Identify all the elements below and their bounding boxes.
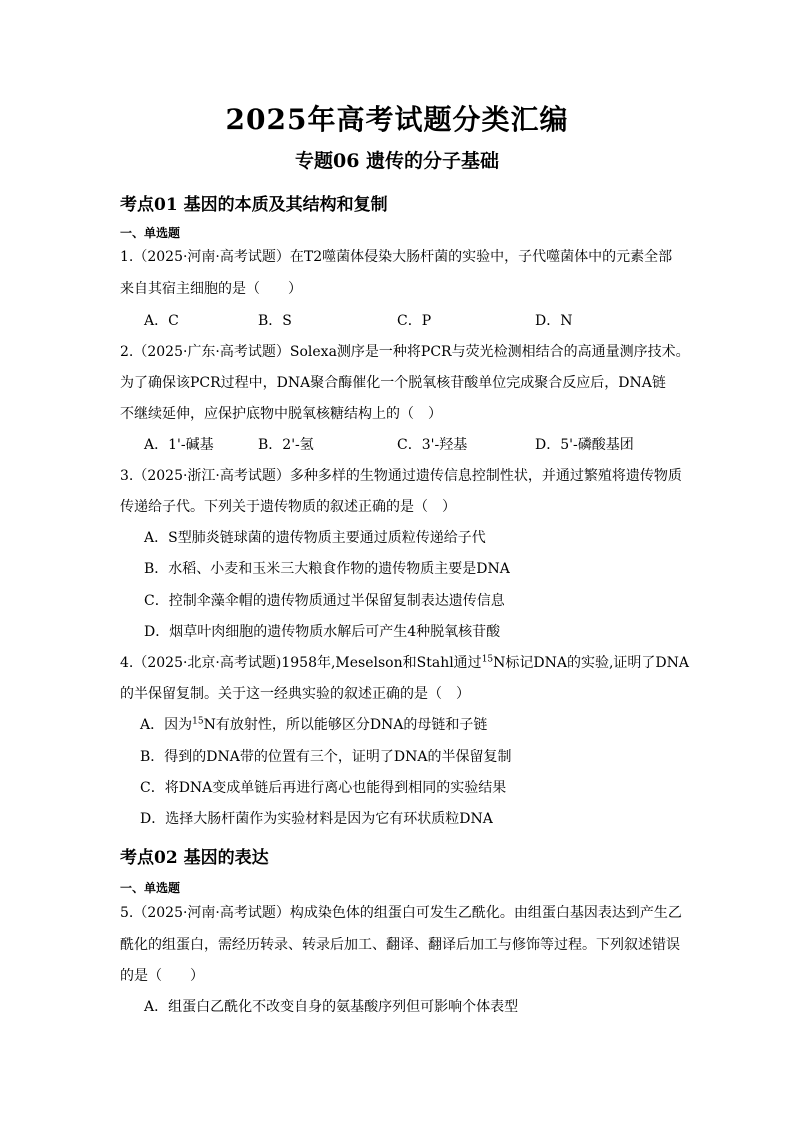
section-heading-1: 考点01 基因的本质及其结构和复制 — [120, 195, 388, 215]
question-5-line-3: 的是（ ） — [120, 968, 204, 984]
question-3-option-b: B．水稻、小麦和玉米三大粮食作物的遗传物质主要是DNA — [144, 561, 510, 577]
question-type-label: 一、单选题 — [120, 226, 181, 240]
question-4-line-2: 的半保留复制。关于这一经典实验的叙述正确的是（ ） — [120, 686, 470, 702]
question-2-option-d: D．5'-磷酸基团 — [535, 437, 634, 453]
question-4-option-a-text-b: N有放射性，所以能够区分DNA的母链和子链 — [203, 717, 488, 733]
question-1-line-1: 1.（2025·河南·高考试题）在T2噬菌体侵染大肠杆菌的实验中，子代噬菌体中的元素全部 — [120, 249, 673, 265]
question-2-option-c: C．3'-羟基 — [397, 437, 468, 453]
question-3-option-d: D．烟草叶肉细胞的遗传物质水解后可产生4种脱氧核苷酸 — [144, 624, 501, 640]
question-1-option-d: D．N — [535, 313, 573, 329]
isotope-superscript: 15 — [481, 654, 494, 665]
document-title: 2025年高考试题分类汇编 — [225, 103, 569, 136]
question-4-option-b: B．得到的DNA带的位置有三个，证明了DNA的半保留复制 — [140, 749, 512, 765]
question-3-option-c: C．控制伞藻伞帽的遗传物质通过半保留复制表达遗传信息 — [144, 593, 505, 609]
question-3-line-2: 传递给子代。下列关于遗传物质的叙述正确的是（ ） — [120, 499, 456, 515]
question-2-option-a: A．1'-碱基 — [144, 437, 214, 453]
question-3-option-a: A．S型肺炎链球菌的遗传物质主要通过质粒传递给子代 — [144, 530, 486, 546]
question-3-line-1: 3.（2025·浙江·高考试题）多种多样的生物通过遗传信息控制性状，并通过繁殖将遗传物质 — [120, 468, 682, 484]
question-2-line-1: 2.（2025·广东·高考试题）Solexa测序是一种将PCR与荧光检测相结合的高通量测序技术。 — [120, 344, 690, 360]
question-1-line-2: 来自其宿主细胞的是（ ） — [120, 281, 302, 297]
question-2-line-2: 为了确保该PCR过程中，DNA聚合酶催化一个脱氧核苷酸单位完成聚合反应后，DNA链 — [120, 375, 666, 391]
question-4-option-d: D．选择大肠杆菌作为实验材料是因为它有环状质粒DNA — [140, 811, 493, 827]
question-2-option-b: B．2'-氢 — [258, 437, 314, 453]
question-4-line-1-text-b: N标记DNA的实验,证明了DNA — [493, 655, 690, 671]
question-5-line-1: 5.（2025·河南·高考试题）构成染色体的组蛋白可发生乙酰化。由组蛋白基因表达到产生乙 — [120, 905, 682, 921]
question-5-line-2: 酰化的组蛋白，需经历转录、转录后加工、翻译、翻译后加工与修饰等过程。下列叙述错误 — [120, 937, 680, 953]
question-1-option-b: B．S — [258, 313, 292, 329]
question-4-option-a — [140, 715, 487, 735]
isotope-superscript: 15 — [192, 716, 204, 727]
question-4-option-a-text-a: A．因为 — [140, 717, 193, 733]
question-1-option-c: C．P — [397, 313, 432, 329]
question-1-option-a: A．C — [144, 313, 179, 329]
question-4-option-c: C．将DNA变成单链后再进行离心也能得到相同的实验结果 — [140, 780, 507, 796]
document-subtitle: 专题06 遗传的分子基础 — [294, 150, 500, 172]
section-heading-2: 考点02 基因的表达 — [120, 848, 269, 868]
question-4-line-1-text-a: 4.（2025·北京·高考试题)1958年,Meselson和Stahl通过 — [120, 655, 482, 671]
question-5-option-a: A．组蛋白乙酰化不改变自身的氨基酸序列但可影响个体表型 — [144, 999, 519, 1015]
question-2-line-3: 不继续延伸，应保护底物中脱氧核糖结构上的（ ） — [120, 406, 442, 422]
question-4-line-1 — [120, 653, 689, 673]
question-type-label: 一、单选题 — [120, 881, 181, 895]
